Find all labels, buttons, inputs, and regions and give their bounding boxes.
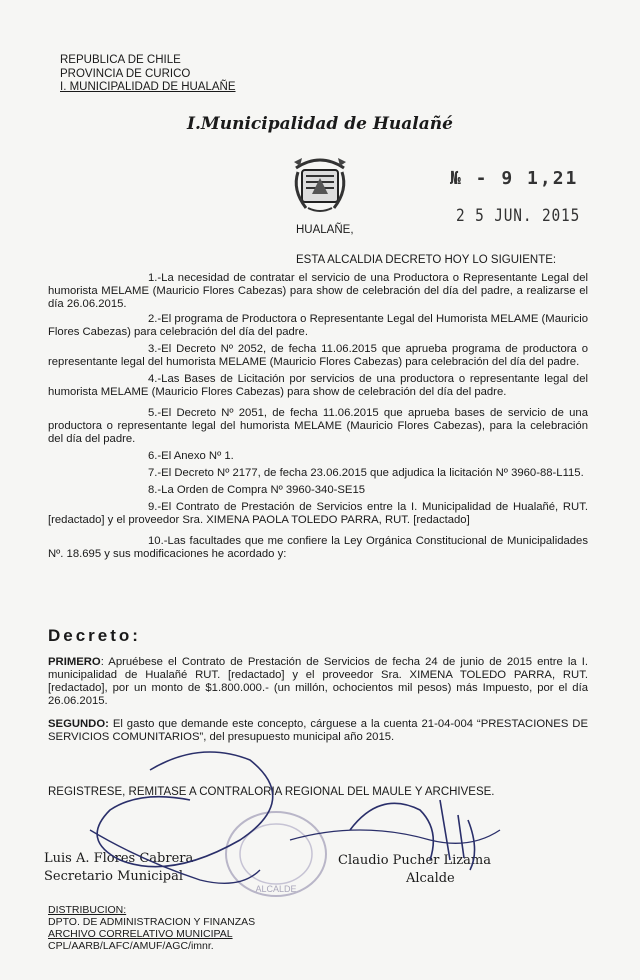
signature-block-mayor bbox=[338, 852, 491, 888]
distribution-line-2: ARCHIVO CORRELATIVO MUNICIPAL bbox=[48, 928, 233, 940]
considerandos-list bbox=[48, 272, 588, 565]
closing-order: REGISTRESE, REMITASE A CONTRALORIA REGIONAL DEL MAULE Y ARCHIVESE. bbox=[48, 786, 495, 798]
considerando-5: 5.-El Decreto Nº 2051, de fecha 11.06.2015 que aprueba bases de servicio de una productora o representante legal del humorista MELAME (Mauricio Flores Cabezas), para la celebración del día del padre. bbox=[48, 407, 588, 445]
considerando-10: 10.-Las facultades que me confiere la Ley Orgánica Constitucional de Municipalidades Nº. 18.695 y sus modificaciones he acordado y: bbox=[48, 535, 588, 560]
letterhead-country: REPUBLICA DE CHILE bbox=[60, 54, 181, 66]
distribution-label: DISTRIBUCION: bbox=[48, 904, 127, 916]
distribution-line-1: DPTO. DE ADMINISTRACION Y FINANZAS bbox=[48, 916, 256, 928]
mayor-role: Alcalde bbox=[406, 871, 455, 886]
decreto-heading: Decreto: bbox=[48, 626, 141, 645]
segundo-text: El gasto que demande este concepto, cárguese a la cuenta 21-04-004 “PRESTACIONES DE SERVICIOS COMUNITARIOS”, del presupuesto municipal año 2015. bbox=[48, 718, 588, 743]
distribution-line-3: CPL/AARB/LAFC/AMUF/AGC/imnr. bbox=[48, 940, 214, 952]
primero-text: : Apruébese el Contrato de Prestación de Servicios de fecha 24 de junio de 2015 entre la I. municipalidad de Hualañé RUT. [redactado] y el proveedor Sra. XIMENA TOLEDO PARRA, RUT. [redactado], por un monto de $1.800.000.- (un millón, ochocientos mil pesos) más Impuesto, por el día 26.06.2015. bbox=[48, 656, 588, 707]
considerando-3: 3.-El Decreto Nº 2052, de fecha 11.06.2015 que aprueba programa de productora o representante legal del humorista MELAME (Mauricio Flores Cabezas) para celebración del día del padre. bbox=[48, 343, 588, 368]
considerando-9: 9.-El Contrato de Prestación de Servicios entre la I. Municipalidad de Hualañé, RUT. [redactado] y el proveedor Sra. XIMENA PAOLA TOLEDO PARRA, RUT. [redactado] bbox=[48, 501, 588, 526]
seal-label: ALCALDE bbox=[255, 884, 297, 894]
signature-block-secretary bbox=[44, 850, 193, 886]
considerando-6: 6.-El Anexo Nº 1. bbox=[148, 450, 234, 462]
secretary-role: Secretario Municipal bbox=[44, 869, 183, 884]
secretary-name: Luis A. Flores Cabrera bbox=[44, 851, 194, 866]
considerando-7: 7.-El Decreto Nº 2177, de fecha 23.06.2015 que adjudica la licitación Nº 3960-88-L115. bbox=[148, 467, 584, 479]
place-label: HUALAÑE, bbox=[296, 224, 354, 236]
segundo-label: SEGUNDO: bbox=[48, 718, 109, 730]
considerando-1: 1.-La necesidad de contratar el servicio de una Productora o Representante Legal del humorista MELAME (Mauricio Flores Cabezas) para show de celebración del día del padre, a realizarse el día 26.06.2015. bbox=[48, 272, 588, 310]
municipality-title: I.Municipalidad de Hualañé bbox=[187, 114, 453, 134]
decree-intro: ESTA ALCALDIA DECRETO HOY LO SIGUIENTE: bbox=[296, 254, 557, 266]
decree-number-stamp: № - 9 1,21 bbox=[450, 168, 579, 189]
decree-resolutions bbox=[48, 656, 588, 748]
letterhead bbox=[60, 54, 236, 95]
considerando-4: 4.-Las Bases de Licitación por servicios de una productora o representante legal del humorista MELAME (Mauricio Flores Cabezas) para show de celebración del día del padre. bbox=[48, 373, 588, 398]
considerando-2: 2.-El programa de Productora o Representante Legal del Humorista MELAME (Mauricio Flores Cabezas) para celebración del día del padre. bbox=[48, 313, 588, 338]
municipal-seal-stamp bbox=[222, 808, 330, 900]
primero-label: PRIMERO bbox=[48, 656, 101, 668]
considerando-8: 8.-La Orden de Compra Nº 3960-340-SE15 bbox=[148, 484, 366, 496]
resolution-primero bbox=[48, 656, 588, 708]
letterhead-province: PROVINCIA DE CURICO bbox=[60, 67, 191, 80]
coat-of-arms-icon bbox=[288, 150, 352, 216]
decree-date-stamp: 2 5 JUN. 2015 bbox=[456, 206, 581, 226]
mayor-name: Claudio Pucher Lizama bbox=[338, 853, 491, 868]
distribution-list bbox=[48, 904, 255, 952]
resolution-segundo bbox=[48, 718, 588, 744]
letterhead-municipality: I. MUNICIPALIDAD DE HUALAÑE bbox=[60, 81, 236, 93]
